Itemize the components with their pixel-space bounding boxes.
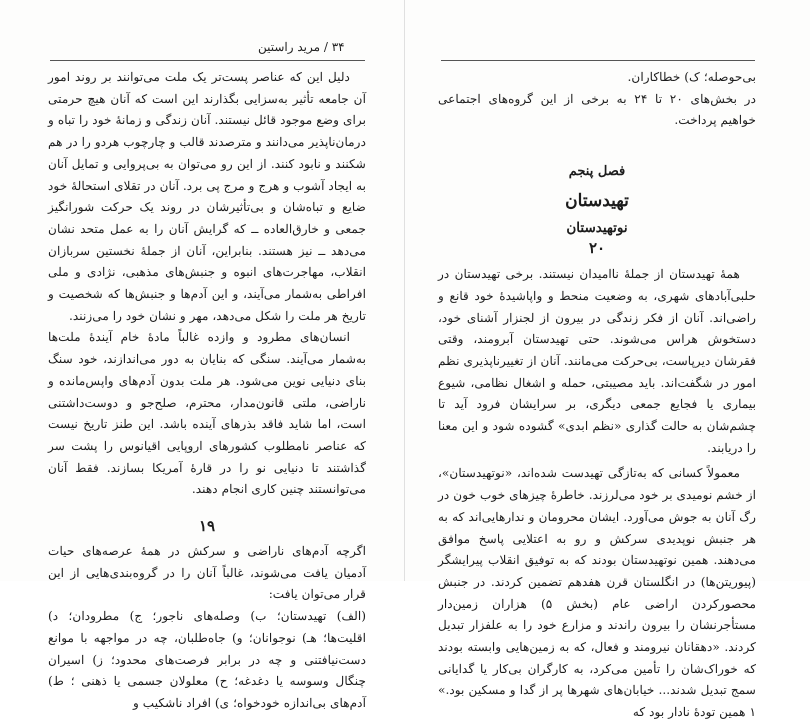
left-section-number: ۱۹ [198, 517, 216, 536]
left-paragraph-1: دلیل این که عناصر پست‌تر یک ملت می‌توانند بر روند امور آن جامعه تأثیر به‌سزایی بگذارند این است که آنان هیچ حرمتی برای وضع موجود قائل نیستند. آنان زندگی و زمانهٔ خود را تباه و درمان‌ناپذیر می‌دانند و مترصدند قالب و چارچوب هردو را در هم شکنند و نابود کنند. از این رو می‌توان به بی‌پروایی و تمایل آنان به ایجاد آشوب و هرج و مرج پی برد. آنان در تقلای استحالهٔ خود ضایع و تباه‌شان و بی‌تأثیرشان در روند یک حرکت شورانگیز جمعی و خارق‌العاده ــ که گرایش آنان را به عمل متحد نشان می‌دهد ــ نیز هستند. بنابراین، آنان از جملهٔ نخستین سربازان انقلاب، مهاجرت‌های انبوه و جنبش‌های مذهبی، نژادی و ملی افراطی به‌شمار می‌آیند، و این آدم‌ها و جنبش‌ها که شخصیت و تاریخ هر ملت را شکل می‌دهد، مهر و نشان خود را می‌زنند. [48, 70, 366, 323]
left-running-head: ۳۴ / مرید راستین [258, 40, 345, 54]
right-page [405, 0, 810, 720]
left-page [0, 0, 405, 710]
left-paragraph-2: انسان‌های مطرود و وازده غالباً مادهٔ خام آیندهٔ ملت‌ها به‌شمار می‌آیند. سنگی که بنایان به دور می‌اندازند، خود سنگ بنای دنیایی نوین می‌شود. هر ملت بدون آدم‌های واپس‌مانده و ناراضی، ملتی قانون‌مدار، محترم، صلح‌جو و دوست‌داشتنی است، اما شاید فاقد بذرهای آینده باشد. این طنز تاریخ نیست که عناصر نامطلوب کشورهای اروپایی اقیانوس را پشت سر گذاشتند تا دنیایی نو را در قارهٔ آمریکا بسازند. فقط آنان می‌توانستند چنین کاری انجام دهند. [48, 330, 366, 497]
section-title: نوتهیدستان [566, 220, 628, 237]
left-section-paragraph-1: اگرچه آدم‌های ناراضی و سرکش در همهٔ عرصه‌های حیات آدمیان یافت می‌شوند، غالباً آنان را در گروه‌بندی‌هایی از این قرار می‌توان یافت: [48, 544, 366, 602]
left-section-paragraph-2: (الف) تهیدستان؛ ب) وصله‌های ناجور؛ ج) مطرودان؛ د) اقلیت‌ها؛ هـ) نوجوانان؛ و) جاه‌طلبان، چه در مواجهه با موانع دست‌نیافتنی و چه در برابر فرصت‌های محدود؛ ز) اسیران چنگال وسوسه یا دغدغه؛ ح) معلولان جسمی یا ذهنی ؛ ط) آدم‌های بی‌اندازه خودخواه؛ ی) افراد ناشکیب و [48, 609, 366, 710]
right-section-number: ۲۰ [588, 239, 606, 258]
right-intro: در بخش‌های ۲۰ تا ۲۴ به برخی از این گروه‌های اجتماعی خواهیم پرداخت. [438, 91, 756, 128]
chapter-label: فصل پنجم [568, 164, 626, 180]
left-text-column [48, 67, 366, 715]
chapter-title: تهیدستان [565, 191, 629, 212]
right-header-rule [441, 60, 755, 61]
right-paragraph-1: همهٔ تهیدستان از جملهٔ ناامیدان نیستند. برخی تهیدستان در حلبی‌آبادهای شهری، به وضعیت منحط و واپاشیدهٔ خود قانع و راضی‌اند. آنان از فکر زندگی در بیرون از لجنزار آشنای خود، دستخوش هراس می‌شوند. حتی تهیدستان آبرومند، وقتی فقرشان دیرپاست، بی‌حرکت می‌مانند. آنان از تغییرناپذیری نظم امور در شگفت‌اند. باید مصیبتی، حمله و اشغال نظامی، شیوع بیماری یا فجایع جمعی دیگری، بر سرایشان فرود آید تا چشم‌شان به حالت گذاری «نظم ابدی» گشوده شود و این معنا را دریابند. [438, 267, 756, 455]
right-text-column [438, 67, 756, 724]
left-header-rule [50, 60, 365, 61]
right-paragraph-2: معمولاً کسانی که به‌تازگی تهیدست شده‌اند، «نوتهیدستان»، از خشم نومیدی بر خود می‌لرزند. خاطرهٔ چیزهای خوب خون در رگ آنان به جوش می‌آورد. ایشان محرومان و ندارهایی‌اند که به هر جنبش نوپدیدی سرکش و رو به اعتلایی پاسخ موافق می‌دهند. همین نوتهیدستان بودند که به توفیق انقلاب پیرایشگر (پیوریتن‌ها) در انگلستان قرن هفدهم تضمین کردند. در جنبش محصورکردن اراضی عام (بخش ۵) هزاران زمین‌دار مستأجرنشان را بیرون راندند و مزارع خود را به علفزار تبدیل کردند. «دهقانان نیرومند و فعال، که به زمین‌هایی وابسته بودند که خوراک‌شان را تأمین می‌کرد، به کارگران بی‌کار یا گدایانی سمج تبدیل شدند... خیابان‌های شهرها پر از گدا و مسکین بود.» ۱ همین تودهٔ نادار بود که [438, 466, 756, 720]
right-top-continuation: بی‌حوصله؛ ک) خطاکاران. [627, 70, 756, 84]
